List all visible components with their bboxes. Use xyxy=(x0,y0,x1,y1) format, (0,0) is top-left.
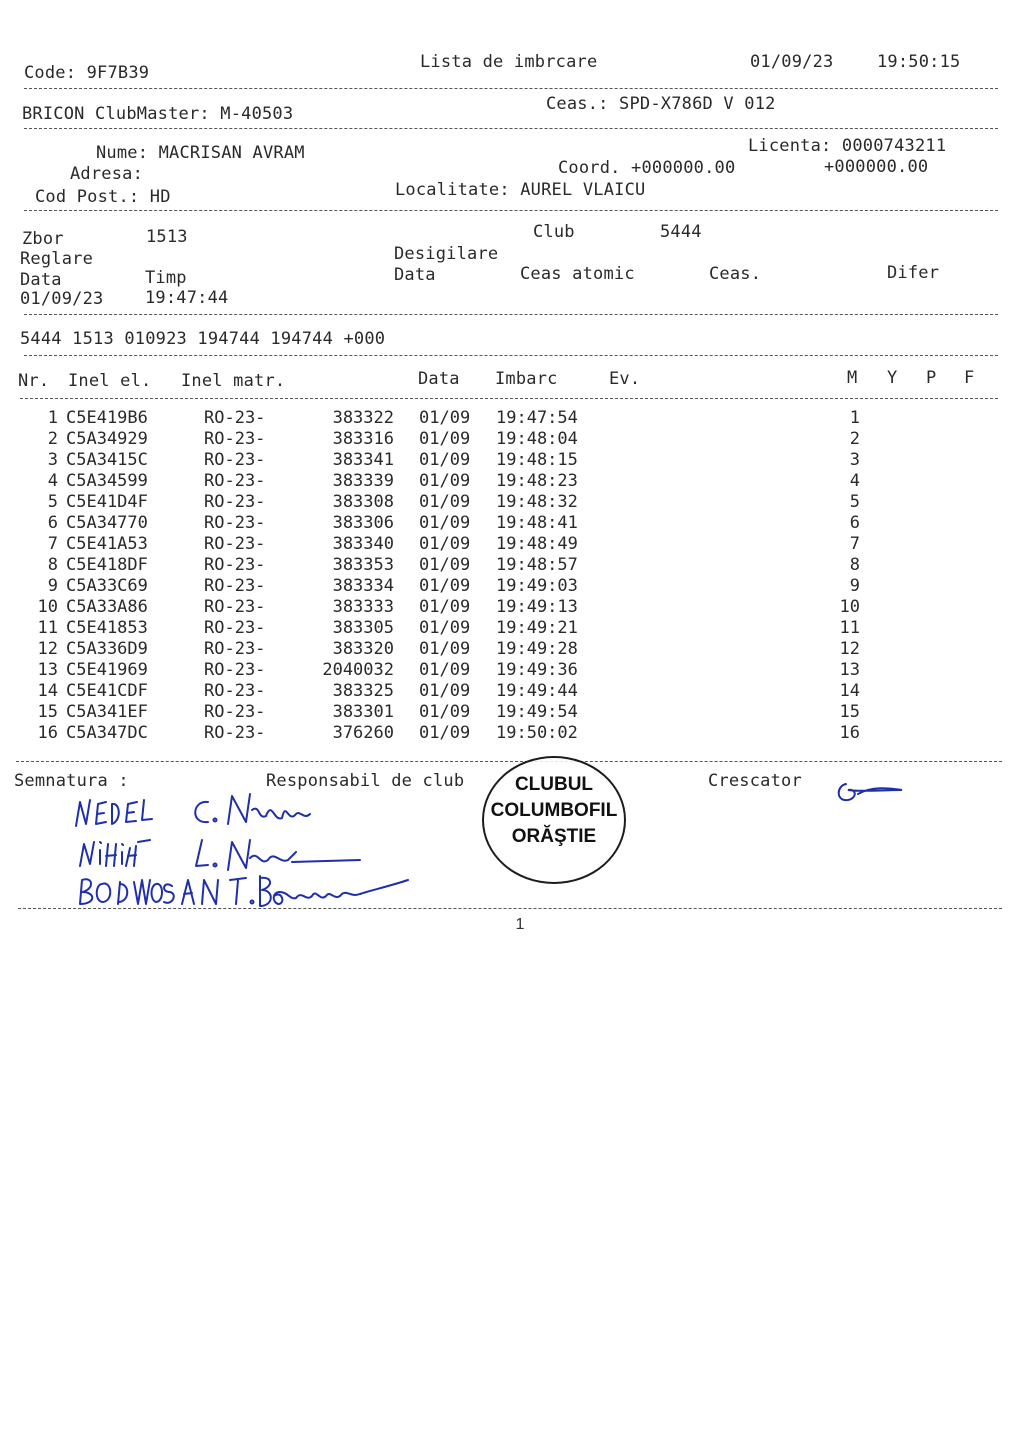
reglare-time: 19:47:44 xyxy=(145,288,229,308)
stamp-line-2: COLUMBOFIL xyxy=(490,800,618,821)
reglare-label: Reglare xyxy=(20,249,94,269)
ring-number: 383353 xyxy=(332,555,394,575)
arrival-date: 01/09 xyxy=(419,408,471,428)
ring-number: 383341 xyxy=(332,450,394,470)
table-row xyxy=(0,639,1024,660)
signature-stroke xyxy=(214,864,217,867)
row-number: 10 xyxy=(37,597,58,617)
arrival-date: 01/09 xyxy=(419,597,471,617)
divider xyxy=(24,355,998,356)
position-m: 14 xyxy=(839,681,860,701)
ring-prefix: RO-23- xyxy=(204,492,266,512)
row-number: 2 xyxy=(47,429,58,449)
arrival-time: 19:49:13 xyxy=(496,597,578,617)
atomic-clock-label: Ceas atomic xyxy=(520,264,635,284)
table-row xyxy=(0,660,1024,681)
arrival-date: 01/09 xyxy=(419,681,471,701)
position-m: 10 xyxy=(839,597,860,617)
ring-number: 383316 xyxy=(332,429,394,449)
clock-label: Ceas.: SPD-X786D V 012 xyxy=(546,94,776,114)
electronic-ring-id: C5A34929 xyxy=(66,429,148,449)
signature-stroke xyxy=(142,800,152,820)
stamp-line-3: ORĂŞTIE xyxy=(511,826,597,847)
arrival-date: 01/09 xyxy=(419,576,471,596)
ring-number: 383334 xyxy=(332,576,394,596)
print-time: 19:50:15 xyxy=(877,52,961,72)
address-label: Adresa: xyxy=(70,164,144,184)
arrival-time: 19:49:36 xyxy=(496,660,578,680)
arrival-time: 19:47:54 xyxy=(496,408,578,428)
clock-col-label: Ceas. xyxy=(709,264,762,284)
ring-number: 376260 xyxy=(332,723,394,743)
arrival-time: 19:48:15 xyxy=(496,450,578,470)
breeder-signature xyxy=(832,774,912,810)
signature-stroke xyxy=(76,800,90,826)
col-inel-matr: Inel matr. xyxy=(181,371,286,391)
signature-stroke xyxy=(112,804,119,824)
coordinates-1: Coord. +000000.00 xyxy=(558,158,736,178)
row-number: 16 xyxy=(37,723,58,743)
arrival-date: 01/09 xyxy=(419,450,471,470)
arrival-time: 19:48:32 xyxy=(496,492,578,512)
arrival-date: 01/09 xyxy=(419,492,471,512)
position-m: 4 xyxy=(849,471,860,491)
arrival-date: 01/09 xyxy=(419,702,471,722)
table-row xyxy=(0,702,1024,723)
electronic-ring-id: C5E418DF xyxy=(66,555,148,575)
row-number: 9 xyxy=(47,576,58,596)
electronic-ring-id: C5A347DC xyxy=(66,723,148,743)
arrival-date: 01/09 xyxy=(419,555,471,575)
position-m: 6 xyxy=(849,513,860,533)
signature-stroke xyxy=(96,802,106,824)
electronic-ring-id: C5A34770 xyxy=(66,513,148,533)
position-m: 3 xyxy=(849,450,860,470)
arrival-time: 19:49:28 xyxy=(496,639,578,659)
electronic-ring-id: C5A33A86 xyxy=(66,597,148,617)
ring-prefix: RO-23- xyxy=(204,471,266,491)
arrival-time: 19:48:23 xyxy=(496,471,578,491)
ring-prefix: RO-23- xyxy=(204,555,266,575)
ring-prefix: RO-23- xyxy=(204,660,266,680)
ring-number: 383340 xyxy=(332,534,394,554)
table-row xyxy=(0,618,1024,639)
difference-label: Difer xyxy=(887,263,940,283)
table-row xyxy=(0,513,1024,534)
ring-number: 383301 xyxy=(332,702,394,722)
arrival-time: 19:49:44 xyxy=(496,681,578,701)
club-responsible-label: Responsabil de club xyxy=(266,771,465,791)
position-m: 7 xyxy=(849,534,860,554)
electronic-ring-id: C5A3415C xyxy=(66,450,148,470)
electronic-ring-id: C5A34599 xyxy=(66,471,148,491)
position-m: 2 xyxy=(849,429,860,449)
position-m: 11 xyxy=(839,618,860,638)
desigilare-label: Desigilare xyxy=(394,244,499,264)
table-row xyxy=(0,408,1024,429)
arrival-date: 01/09 xyxy=(419,723,471,743)
table-row xyxy=(0,492,1024,513)
position-m: 8 xyxy=(849,555,860,575)
licence-number: Licenta: 0000743211 xyxy=(748,136,947,156)
signature-stroke xyxy=(126,802,137,822)
electronic-ring-id: C5E419B6 xyxy=(66,408,148,428)
row-number: 8 xyxy=(47,555,58,575)
breeder-label: Crescator xyxy=(708,771,802,791)
ring-prefix: RO-23- xyxy=(204,681,266,701)
arrival-date: 01/09 xyxy=(419,618,471,638)
table-row xyxy=(0,597,1024,618)
arrival-date: 01/09 xyxy=(419,534,471,554)
position-m: 15 xyxy=(839,702,860,722)
position-m: 16 xyxy=(839,723,860,743)
code-label: Code: 9F7B39 xyxy=(24,63,150,83)
electronic-ring-id: C5E41969 xyxy=(66,660,148,680)
arrival-date: 01/09 xyxy=(419,639,471,659)
electronic-ring-id: C5A341EF xyxy=(66,702,148,722)
ring-number: 383306 xyxy=(332,513,394,533)
club-label: Club xyxy=(533,222,575,242)
owner-name: Nume: MACRISAN AVRAM xyxy=(96,143,305,163)
col-m: M xyxy=(847,368,858,388)
signature-stroke xyxy=(251,901,254,904)
position-m: 1 xyxy=(849,408,860,428)
divider xyxy=(24,128,998,129)
row-number: 13 xyxy=(37,660,58,680)
ring-prefix: RO-23- xyxy=(204,723,266,743)
table-row xyxy=(0,576,1024,597)
row-number: 5 xyxy=(47,492,58,512)
ring-number: 383320 xyxy=(332,639,394,659)
signature-stroke xyxy=(196,840,208,866)
divider xyxy=(20,398,998,399)
ring-prefix: RO-23- xyxy=(204,429,266,449)
row-number: 12 xyxy=(37,639,58,659)
signature-stroke xyxy=(228,840,360,870)
ring-prefix: RO-23- xyxy=(204,618,266,638)
col-inel-el: Inel el. xyxy=(68,371,152,391)
electronic-ring-id: C5E41D4F xyxy=(66,492,148,512)
ring-number: 383325 xyxy=(332,681,394,701)
electronic-ring-id: C5E41CDF xyxy=(66,681,148,701)
ring-prefix: RO-23- xyxy=(204,576,266,596)
signature-stroke xyxy=(80,879,218,904)
flight-code-line: 5444 1513 010923 194744 194744 +000 xyxy=(20,329,386,349)
table-row xyxy=(0,723,1024,744)
page-number: 1 xyxy=(515,916,525,933)
signature-stroke xyxy=(230,878,246,904)
ring-number: 383322 xyxy=(332,408,394,428)
col-ev: Ev. xyxy=(609,369,641,389)
locality: Localitate: AUREL VLAICU xyxy=(395,180,646,200)
electronic-ring-id: C5A336D9 xyxy=(66,639,148,659)
position-m: 12 xyxy=(839,639,860,659)
position-m: 13 xyxy=(839,660,860,680)
table-row xyxy=(0,681,1024,702)
arrival-date: 01/09 xyxy=(419,429,471,449)
position-m: 9 xyxy=(849,576,860,596)
ring-number: 383308 xyxy=(332,492,394,512)
divider xyxy=(18,908,1002,909)
reglare-date: 01/09/23 xyxy=(20,289,104,309)
row-number: 3 xyxy=(47,450,58,470)
reglare-time-label: Timp xyxy=(145,268,187,288)
electronic-ring-id: C5A33C69 xyxy=(66,576,148,596)
ring-prefix: RO-23- xyxy=(204,702,266,722)
coordinates-2: +000000.00 xyxy=(824,157,929,177)
divider xyxy=(16,761,1002,762)
flight-number: 1513 xyxy=(146,227,188,247)
signature-stroke xyxy=(214,819,217,822)
club-stamp xyxy=(482,756,626,884)
ring-prefix: RO-23- xyxy=(204,513,266,533)
arrival-date: 01/09 xyxy=(419,660,471,680)
ring-prefix: RO-23- xyxy=(204,597,266,617)
reglare-date-label: Data xyxy=(20,270,62,290)
col-p: P xyxy=(926,368,937,388)
signature-stroke xyxy=(228,794,310,824)
flight-label: Zbor xyxy=(22,229,64,249)
signature-label: Semnatura : xyxy=(14,771,129,791)
ring-prefix: RO-23- xyxy=(204,408,266,428)
row-number: 7 xyxy=(47,534,58,554)
handwritten-signatures xyxy=(60,780,440,910)
row-number: 1 xyxy=(47,408,58,428)
ring-number: 383333 xyxy=(332,597,394,617)
electronic-ring-id: C5E41853 xyxy=(66,618,148,638)
col-data: Data xyxy=(418,369,460,389)
arrival-time: 19:49:21 xyxy=(496,618,578,638)
ring-number: 2040032 xyxy=(322,660,394,680)
arrival-date: 01/09 xyxy=(419,471,471,491)
col-nr: Nr. xyxy=(18,371,50,391)
row-number: 14 xyxy=(37,681,58,701)
position-m: 5 xyxy=(849,492,860,512)
ring-prefix: RO-23- xyxy=(204,639,266,659)
table-row xyxy=(0,450,1024,471)
row-number: 11 xyxy=(37,618,58,638)
row-number: 15 xyxy=(37,702,58,722)
table-row xyxy=(0,471,1024,492)
signature-stroke xyxy=(80,840,150,866)
print-date: 01/09/23 xyxy=(750,52,834,72)
table-row xyxy=(0,429,1024,450)
arrival-time: 19:49:03 xyxy=(496,576,578,596)
ring-number: 383305 xyxy=(332,618,394,638)
divider xyxy=(24,210,998,211)
arrival-time: 19:48:57 xyxy=(496,555,578,575)
arrival-time: 19:49:54 xyxy=(496,702,578,722)
arrival-date: 01/09 xyxy=(419,513,471,533)
col-y: Y xyxy=(887,368,898,388)
document-title: Lista de imbrcare xyxy=(420,52,598,72)
signature-stroke xyxy=(195,802,208,822)
col-f: F xyxy=(964,368,975,388)
signature-stroke xyxy=(260,876,408,906)
clubmaster-label: BRICON ClubMaster: M-40503 xyxy=(22,104,294,124)
ring-prefix: RO-23- xyxy=(204,450,266,470)
arrival-time: 19:48:49 xyxy=(496,534,578,554)
club-number: 5444 xyxy=(660,222,702,242)
divider xyxy=(24,88,998,89)
electronic-ring-id: C5E41A53 xyxy=(66,534,148,554)
row-number: 4 xyxy=(47,471,58,491)
arrival-time: 19:48:41 xyxy=(496,513,578,533)
row-number: 6 xyxy=(47,513,58,533)
desigilare-date-label: Data xyxy=(394,265,436,285)
ring-number: 383339 xyxy=(332,471,394,491)
table-row xyxy=(0,534,1024,555)
postal-code: Cod Post.: HD xyxy=(35,187,171,207)
col-imbarc: Imbarc xyxy=(495,369,558,389)
stamp-line-1: CLUBUL xyxy=(514,774,594,795)
arrival-time: 19:50:02 xyxy=(496,723,578,743)
divider xyxy=(24,314,998,315)
table-row xyxy=(0,555,1024,576)
ring-prefix: RO-23- xyxy=(204,534,266,554)
arrival-time: 19:48:04 xyxy=(496,429,578,449)
